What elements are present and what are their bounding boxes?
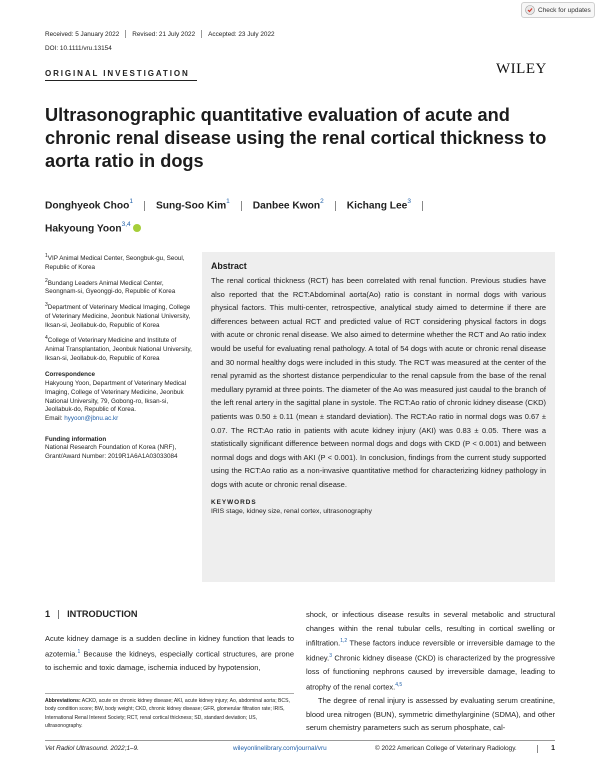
citation-link[interactable]: 1,2 bbox=[340, 638, 348, 645]
author-divider bbox=[422, 201, 423, 211]
abbreviations-footnote: Abbreviations: ACKD, acute on chronic kidney disease; AKI, acute kidney injury; Ao, abdominal aorta; BCS, body condition score; BW, body weight; CKD, chronic kidney disease; GFR, glomerular filtration rate; IRIS, International Renal Interest Society; RCT, renal cortical thickness; SD, standard deviation; US, ultrasonography. bbox=[45, 698, 290, 730]
funding-heading: Funding information bbox=[45, 435, 107, 443]
received-date: Received: 5 January 2022 bbox=[45, 30, 120, 38]
correspondence-heading: Correspondence bbox=[45, 371, 96, 379]
accepted-date: Accepted: 23 July 2022 bbox=[208, 30, 275, 38]
author-name[interactable]: Sung-Soo Kim$^1$ bbox=[155, 198, 230, 212]
affiliation: $^2$Bundang Leaders Animal Medical Center, Seongnam-si, Gyeonggi-do, Republic of Korea bbox=[45, 277, 176, 296]
keywords-heading: KEYWORDS bbox=[211, 498, 257, 506]
footnote-rule bbox=[45, 693, 294, 694]
article-title: Ultrasonographic quantitative evaluation of acute and chronic renal disease using the renal cortical thickness to aorta ratio in dogs bbox=[45, 105, 547, 171]
affiliation: $^4$College of Veterinary Medicine and Institute of Animal Transplantation, Jeonbuk National University, Iksan-si, Jeollabuk-do, Republic of Korea bbox=[45, 335, 192, 362]
check-updates-icon bbox=[525, 5, 535, 15]
author-divider bbox=[241, 201, 242, 211]
citation-link[interactable]: 1 bbox=[77, 648, 81, 655]
paragraph: The degree of renal injury is assessed by evaluating serum creatinine, blood urea nitrogen (BUN), symmetric dimethylarginine (SDMA), and other serum chemistry parameters such as serum phosphate, cal- bbox=[306, 696, 555, 733]
orcid-icon[interactable] bbox=[133, 224, 141, 232]
section-heading bbox=[45, 609, 138, 619]
correspondence-text: Hakyoung Yoon, Department of Veterinary Medical Imaging, College of Veterinary Medicine, Jeonbuk National University, 79, Gobong-ro, Iksan-si, Jeollabuk-do, Republic of Korea. Email: hyyoon@jbnu.ac.kr bbox=[45, 380, 187, 422]
revised-date: Revised: 21 July 2022 bbox=[132, 30, 196, 38]
journal-url-link[interactable]: wileyonlinelibrary.com/journal/vru bbox=[233, 745, 327, 752]
copyright: © 2022 American College of Veterinary Radiology. bbox=[375, 745, 517, 752]
check-updates-label: Check for updates bbox=[538, 6, 591, 14]
paragraph: shock, or infectious disease results in several metabolic and structural changes within the renal tubular cells, resulting in cortical swelling or infiltration.$^{1,2}$ These factors induce reversible or irreversible damage to the kidney.$^3$ Chronic kidney disease (CKD) is characterized by the progressive loss of functioning nephrons caused by irreversible damage, leading to atrophy of the renal cortex.$^{4,5}$ bbox=[306, 610, 555, 692]
author-divider bbox=[335, 201, 336, 211]
affiliation: $^1$VIP Animal Medical Center, Seongbuk-gu, Seoul, Republic of Korea bbox=[45, 253, 185, 271]
footer-divider bbox=[537, 745, 538, 753]
abstract-text: The renal cortical thickness (RCT) has been correlated with renal function. Previous studies have also reported that the RCT:Abdominal aorta(Ao) ratio is constant in normal dogs with various physical factors. This multi-center, retrospective, analytical study aimed to determine if there are differences between actual RCT and predicted value of RCT considering physical factors in dogs with acute or chronic renal disease. We also aimed to determine whether the RCT and Ao ratio index would be useful for evaluating renal pathology. A total of 54 dogs with acute or chronic renal disease and 30 normal healthy dogs were included in this study. The RCT was measured at the center of the renal pyramid as the shortest distance perpendicular to the renal capsule from the base of the renal medullary pyramid at three points. The diameter of the Ao was measured just caudal to the branch of the left renal artery in the sagittal plane in systole. The RCT:Ao ratio of chronic kidney disease (CKD) patients was 0.50 ± 0.11 (mean ± standard deviation). The RCT:Ao ratio in normal dogs was 0.67 ± 0.07. The RCT:Ao ratio in patients with acute kidney injury (AKI) was 0.83 ± 0.05. There was a statistically significant difference between normal dogs and dogs with CKD (P < 0.001) and between normal dogs and dogs with AKI (P < 0.001). In conclusion, findings from the current study supported using the RCT:Ao ratio as a non-invasive quantitative method for characterizing kidney pathology in dogs with acute or chronic renal disease. bbox=[211, 276, 546, 489]
email-link[interactable]: hyyoon@jbnu.ac.kr bbox=[64, 414, 119, 422]
journal-citation: Vet Radiol Ultrasound. 2022;1–9. bbox=[45, 745, 139, 752]
date-divider bbox=[201, 30, 202, 38]
author-list bbox=[45, 193, 545, 240]
author-name[interactable]: Kichang Lee$^3$ bbox=[346, 198, 411, 212]
page-number: 1 bbox=[551, 745, 555, 752]
body-column-right bbox=[306, 608, 555, 735]
funding-text: National Research Foundation of Korea (NRF), Grant/Award Number: 2019R1A6A1A03033084 bbox=[45, 444, 178, 461]
paragraph: Acute kidney damage is a sudden decline in kidney function that leads to azotemia.$^1$ Because the kidneys, especially cortical structures, are prone to ischemic and toxic damage, ischemia induced by hypotension, bbox=[45, 634, 294, 672]
citation-link[interactable]: 3 bbox=[329, 653, 332, 660]
section-rule bbox=[45, 80, 197, 81]
section-divider bbox=[58, 610, 59, 619]
keywords-text: IRIS stage, kidney size, renal cortex, ultrasonography bbox=[211, 507, 372, 515]
author-divider bbox=[144, 201, 145, 211]
date-divider bbox=[125, 30, 126, 38]
body-column-left bbox=[45, 632, 294, 674]
author-name[interactable]: Danbee Kwon$^2$ bbox=[252, 198, 324, 212]
section-number: 1 bbox=[45, 609, 51, 619]
check-for-updates-button[interactable] bbox=[521, 2, 595, 18]
publisher-logo: WILEY bbox=[496, 61, 547, 77]
section-title: INTRODUCTION bbox=[67, 609, 138, 619]
author-name[interactable]: Hakyoung Yoon$^{3,4}$ bbox=[45, 216, 141, 239]
citation-link[interactable]: 4,5 bbox=[395, 681, 403, 688]
author-name[interactable]: Donghyeok Choo$^1$ bbox=[45, 198, 133, 212]
affiliation: $^3$Department of Veterinary Medical Imaging, College of Veterinary Medicine, Jeonbuk National University, Iksan-si, Jeollabuk-do, Republic of Korea bbox=[45, 302, 191, 329]
abstract-heading: Abstract bbox=[211, 261, 247, 271]
doi[interactable]: DOI: 10.1111/vru.13154 bbox=[45, 45, 112, 52]
abstract-box bbox=[202, 252, 555, 582]
article-type-label: ORIGINAL INVESTIGATION bbox=[45, 69, 190, 78]
article-info-column bbox=[45, 252, 195, 462]
article-dates bbox=[45, 30, 275, 38]
footer-rule bbox=[45, 740, 555, 741]
